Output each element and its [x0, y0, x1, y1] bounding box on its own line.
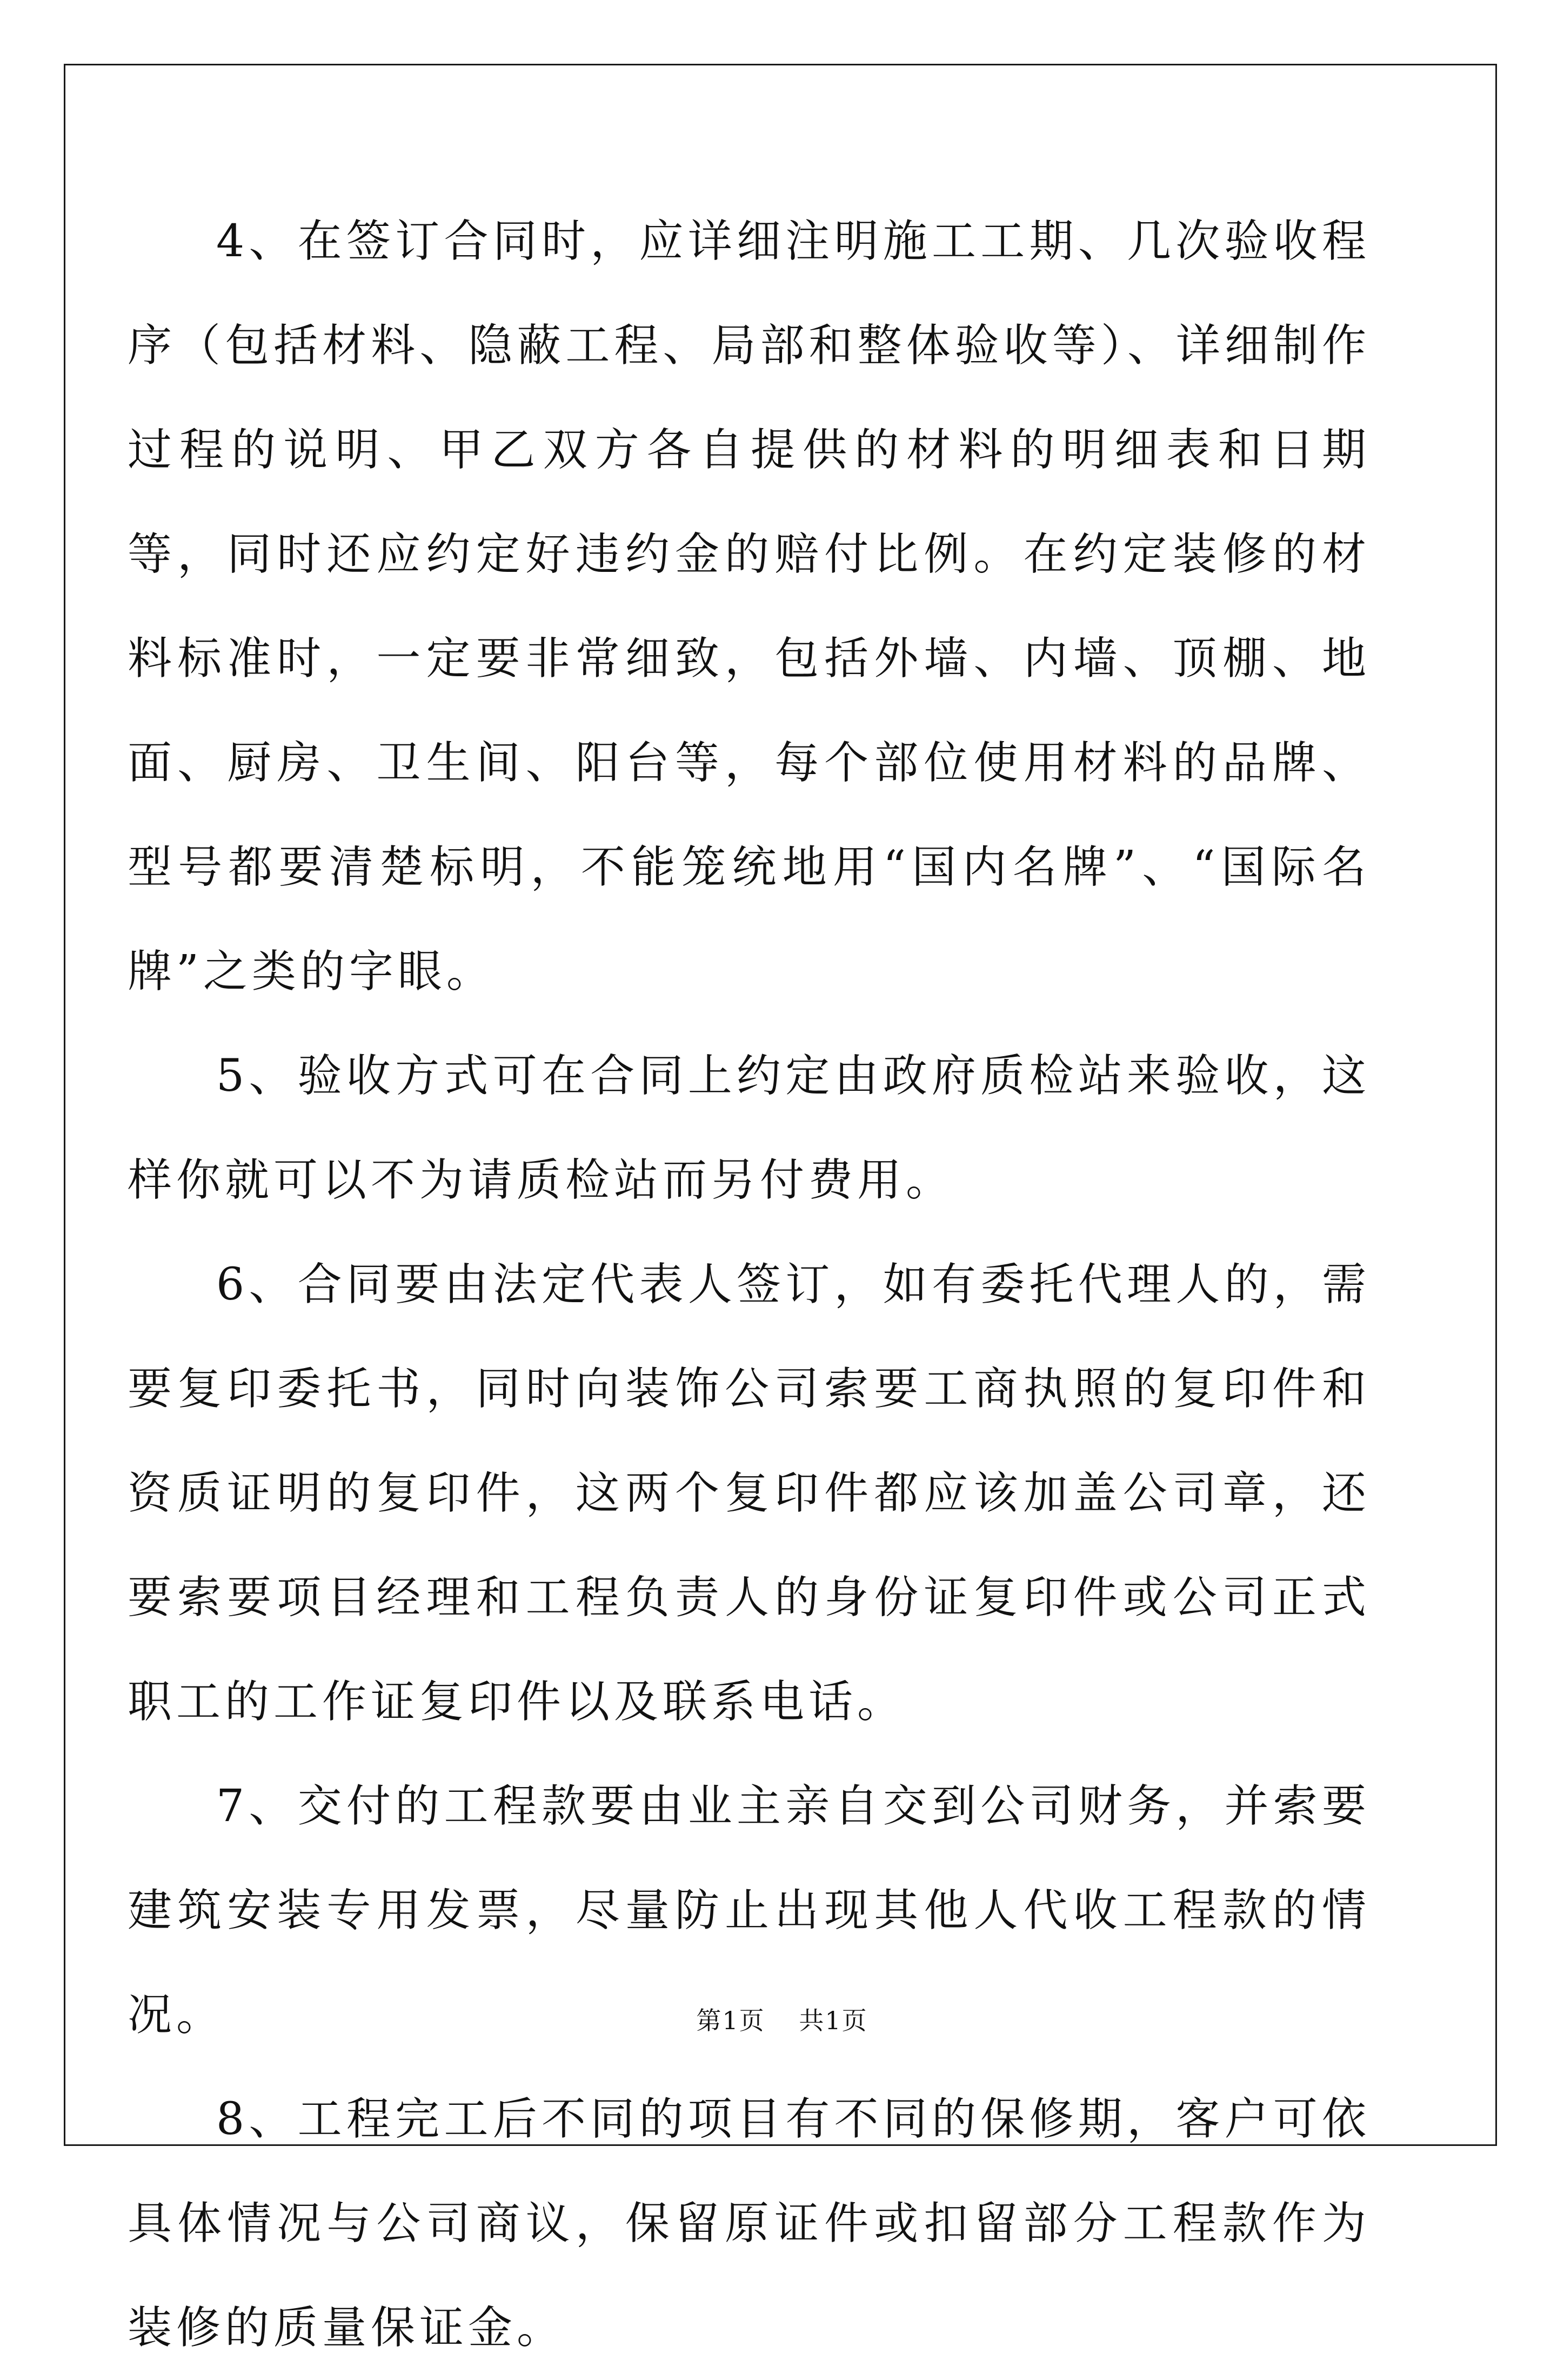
paragraph-item-4: 4、在签订合同时，应详细注明施工工期、几次验收程序（包括材料、隐蔽工程、局部和整体验收等）、详细制作过程的说明、甲乙双方各自提供的材料的明细表和日期等，同时还应约定好违约金的赔付比例。在约定装修的材料标准时，一定要非常细致，包括外墙、内墙、顶棚、地面、厨房、卫生间、阳台等，每个部位使用材料的品牌、型号都要清楚标明，不能笼统地用“国内名牌”、“国际名牌”之类的字眼。: [128, 216, 1371, 997]
page-total: 共1页: [799, 2006, 868, 2035]
paragraph-item-6: 6、合同要由法定代表人签订，如有委托代理人的，需要复印委托书，同时向装饰公司索要工商执照的复印件和资质证明的复印件，这两个复印件都应该加盖公司章，还要索要项目经理和工程负责人的身份证复印件或公司正式职工的工作证复印件以及联系电话。: [128, 1259, 1371, 1728]
paragraph-item-8: 8、工程完工后不同的项目有不同的保修期，客户可依具体情况与公司商议，保留原证件或扣留部分工程款作为装修的质量保证金。: [128, 2094, 1371, 2354]
page-footer: [0, 2001, 1564, 2037]
paragraph-item-5: 5、验收方式可在合同上约定由政府质检站来验收，这样你就可以不为请质检站而另付费用。: [128, 1050, 1371, 1206]
page-number: 第1页: [696, 2006, 765, 2035]
document-body: [128, 189, 1371, 2380]
paragraph-item-7: 7、交付的工程款要由业主亲自交到公司财务，并索要建筑安装专用发票，尽量防止出现其他人代收工程款的情况。: [128, 1781, 1371, 2041]
